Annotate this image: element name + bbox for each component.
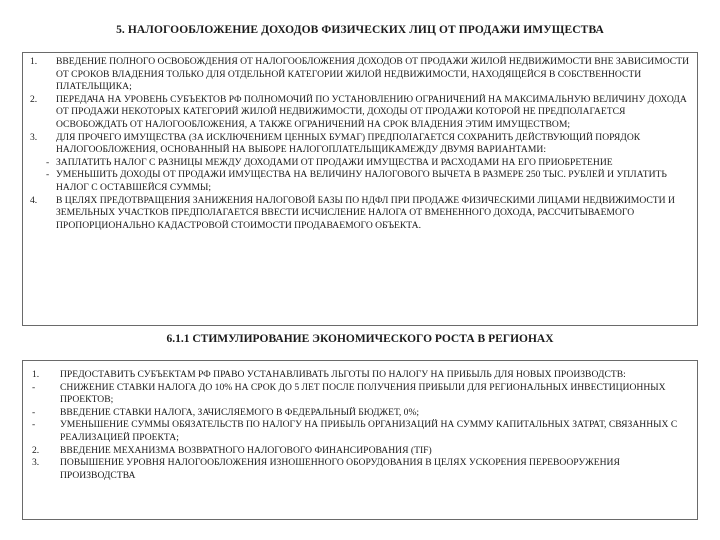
- list-item: [28, 132, 692, 157]
- list-item: [28, 419, 692, 444]
- list-marker: 2.: [32, 444, 40, 456]
- list-marker: 4.: [30, 194, 38, 206]
- list-item: [28, 369, 692, 382]
- list-item: [28, 445, 692, 458]
- page-title: 5. НАЛОГООБЛОЖЕНИЕ ДОХОДОВ ФИЗИЧЕСКИХ ЛИЦ ОТ ПРОДАЖИ ИМУЩЕСТВА: [116, 24, 604, 36]
- list-marker: -: [32, 419, 36, 431]
- list-item-text: ДЛЯ ПРОЧЕГО ИМУЩЕСТВА (ЗА ИСКЛЮЧЕНИЕМ ЦЕННЫХ БУМАГ) ПРЕДПОЛАГАЕТСЯ СОХРАНИТЬ ДЕЙСТВУЮЩИЙ ПОРЯДОК НАЛОГООБЛОЖЕНИЯ, ОСНОВАННЫЙ НА ВЫБОРЕ НАЛОГОПЛАТЕЛЬЩИКАМЕЖДУ ДВУМЯ ВАРИАНТАМИ:: [56, 131, 641, 156]
- dash-marker: -: [46, 169, 50, 181]
- sub-item-text: ЗАПЛАТИТЬ НАЛОГ С РАЗНИЦЫ МЕЖДУ ДОХОДАМИ ОТ ПРОДАЖИ ИМУЩЕСТВА И РАСХОДАМИ НА ЕГО ПРИОБРЕТЕНИЕ: [56, 156, 613, 168]
- list-item-text: В ЦЕЛЯХ ПРЕДОТВРАЩЕНИЯ ЗАНИЖЕНИЯ НАЛОГОВОЙ БАЗЫ ПО НДФЛ ПРИ ПРОДАЖЕ ФИЗИЧЕСКИМИ ЛИЦАМИ НЕДВИЖИМОСТИ И ЗЕМЕЛЬНЫХ УЧАСТКОВ ПРЕДПОЛАГАЕТСЯ ВВЕСТИ ИСЧИСЛЕНИЕ НАЛОГА ОТ ВМЕНЕННОГО ДОХОДА, РАССЧИТЫВАЕМОГО ПРОПОРЦИОНАЛЬНО КАДАСТРОВОЙ СТОИМОСТИ ПРОДАВАЕМОГО ОБЪЕКТА.: [56, 194, 675, 231]
- section-1-list: [28, 56, 692, 232]
- sub-list-item: [28, 157, 692, 170]
- section-2-list: [28, 369, 692, 482]
- list-item: [28, 195, 692, 233]
- list-marker: 2.: [30, 93, 38, 105]
- sub-item-text: УМЕНЬШИТЬ ДОХОДЫ ОТ ПРОДАЖИ ИМУЩЕСТВА НА ВЕЛИЧИНУ НАЛОГОВОГО ВЫЧЕТА В РАЗМЕРЕ 250 ТЫС. РУБЛЕЙ И УПЛАТИТЬ НАЛОГ С ОСТАВШЕЙСЯ СУММЫ;: [56, 169, 667, 193]
- list-item: [28, 56, 692, 94]
- section-2-title: 6.1.1 СТИМУЛИРОВАНИЕ ЭКОНОМИЧЕСКОГО РОСТА В РЕГИОНАХ: [166, 333, 554, 345]
- list-marker: 3.: [30, 131, 38, 143]
- list-item-text: УМЕНЬШЕНИЕ СУММЫ ОБЯЗАТЕЛЬСТВ ПО НАЛОГУ НА ПРИБЫЛЬ ОРГАНИЗАЦИЙ НА СУММУ КАПИТАЛЬНЫХ ЗАТРАТ, СВЯЗАННЫХ С РЕАЛИЗАЦИЕЙ ПРОЕКТА;: [60, 419, 678, 443]
- list-marker: 3.: [32, 457, 40, 469]
- list-item-text: ВВЕДЕНИЕ МЕХАНИЗМА ВОЗВРАТНОГО НАЛОГОВОГО ФИНАНСИРОВАНИЯ (TIF): [60, 444, 432, 456]
- list-marker: -: [32, 406, 36, 418]
- list-item-text: СНИЖЕНИЕ СТАВКИ НАЛОГА ДО 10% НА СРОК ДО 5 ЛЕТ ПОСЛЕ ПОЛУЧЕНИЯ ПРИБЫЛИ ДЛЯ РЕГИОНАЛЬНЫХ ИНВЕСТИЦИОННЫХ ПРОЕКТОВ;: [60, 381, 666, 406]
- list-item: [28, 457, 692, 482]
- list-marker: 1.: [32, 369, 40, 380]
- sub-list-item: [28, 169, 692, 194]
- list-item: [28, 407, 692, 420]
- dash-marker: -: [46, 156, 50, 168]
- list-item-text: ВВЕДЕНИЕ СТАВКИ НАЛОГА, ЗАЧИСЛЯЕМОГО В ФЕДЕРАЛЬНЫЙ БЮДЖЕТ, 0%;: [60, 406, 420, 418]
- list-item-text: ПЕРЕДАЧА НА УРОВЕНЬ СУБЪЕКТОВ РФ ПОЛНОМОЧИЙ ПО УСТАНОВЛЕНИЮ ОГРАНИЧЕНИЙ НА МАКСИМАЛЬНУЮ ВЕЛИЧИНУ ДОХОДА ОТ ПРОДАЖИ НЕКОТОРЫХ КАТЕГОРИЙ ЖИЛОЙ НЕДВИЖИМОСТИ, ДОХОДЫ ОТ ПРОДАЖИ КОТОРОЙ НЕ ПРЕДПОЛАГАЕТСЯ ОСВОБОЖДАТЬ ОТ НАЛОГООБЛОЖЕНИЯ, А ТАКЖЕ ОГРАНИЧЕНИЙ НА СРОК ВЛАДЕНИЯ ЭТИМ ИМУЩЕСТВОМ;: [56, 93, 687, 130]
- list-item-text: ПРЕДОСТАВИТЬ СУБЪЕКТАМ РФ ПРАВО УСТАНАВЛИВАТЬ ЛЬГОТЫ ПО НАЛОГУ НА ПРИБЫЛЬ ДЛЯ НОВЫХ ПРОИЗВОДСТВ:: [60, 369, 626, 380]
- list-item: [28, 94, 692, 132]
- list-item: [28, 382, 692, 407]
- list-item-text: ВВЕДЕНИЕ ПОЛНОГО ОСВОБОЖДЕНИЯ ОТ НАЛОГООБЛОЖЕНИЯ ДОХОДОВ ОТ ПРОДАЖИ ЖИЛОЙ НЕДВИЖИМОСТИ ВНЕ ЗАВИСИМОСТИ ОТ СРОКОВ ВЛАДЕНИЯ ТОЛЬКО ДЛЯ ОТДЕЛЬНОЙ КАТЕГОРИИ ЖИЛОЙ НЕДВИЖИМОСТИ, НАХОДЯЩЕЙСЯ В СОБСТВЕННОСТИ ПЛАТЕЛЬЩИКА;: [56, 56, 689, 93]
- list-marker: 1.: [30, 56, 38, 67]
- list-marker: -: [32, 381, 36, 393]
- list-item-text: ПОВЫШЕНИЕ УРОВНЯ НАЛОГООБЛОЖЕНИЯ ИЗНОШЕННОГО ОБОРУДОВАНИЯ В ЦЕЛЯХ УСКОРЕНИЯ ПЕРЕВООРУЖЕНИЯ ПРОИЗВОДСТВА: [60, 457, 620, 481]
